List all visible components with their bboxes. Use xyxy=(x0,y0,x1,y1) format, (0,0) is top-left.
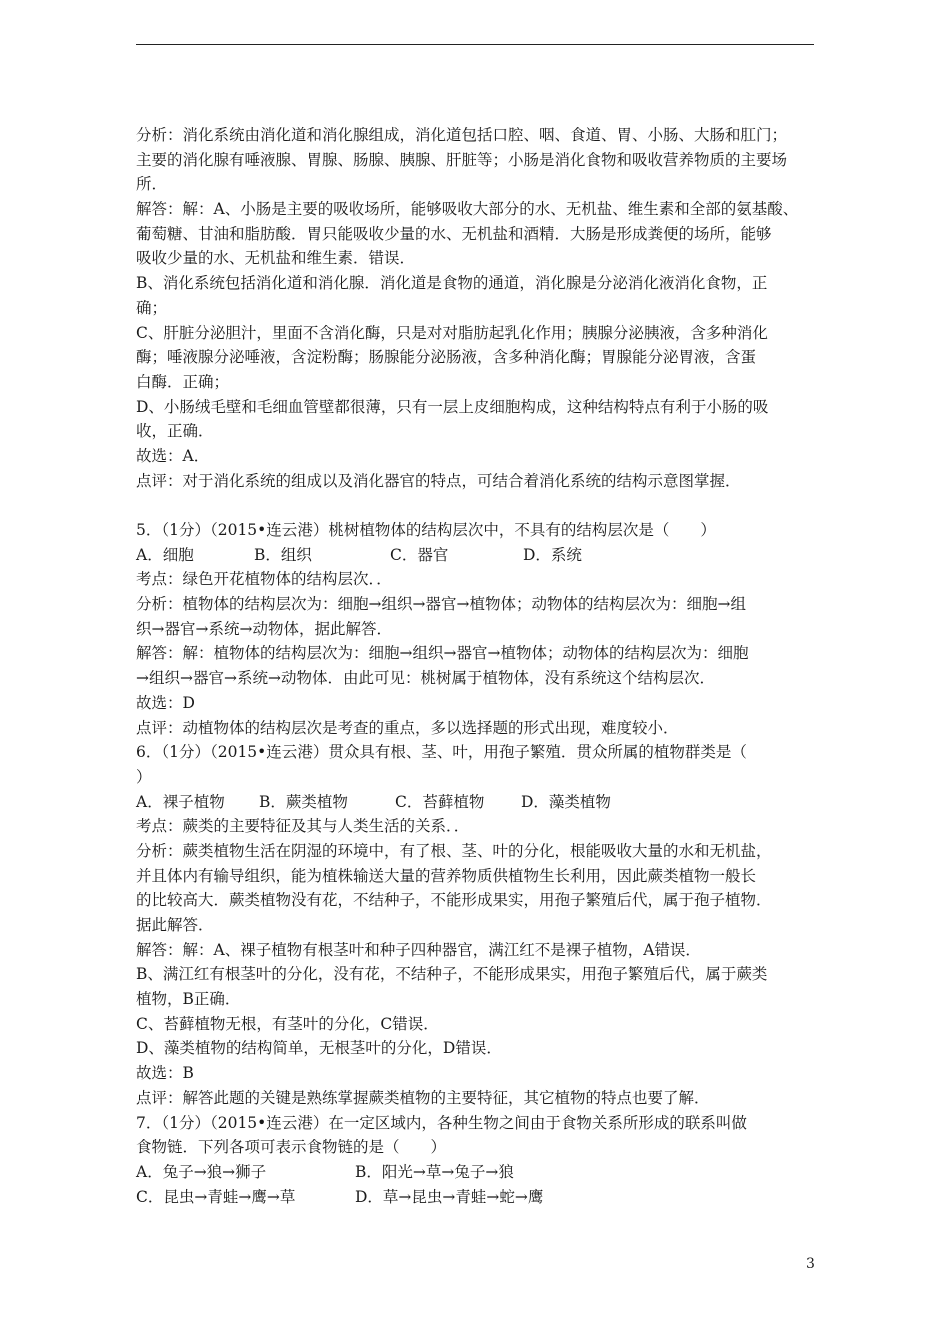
text-line: 解答：解：A、小肠是主要的吸收场所，能够吸收大部分的水、无机盐、维生素和全部的氨基酸、 xyxy=(136,200,799,219)
text-line: 考点：蕨类的主要特征及其与人类生活的关系．． xyxy=(136,817,470,836)
text-line: 解答：解：植物体的结构层次为：细胞→组织→器官→植物体；动物体的结构层次为：细胞 xyxy=(136,644,749,663)
text-line: 植物，B正确． xyxy=(136,990,241,1009)
answer-option: B．组织 xyxy=(254,545,312,564)
q6-options-row xyxy=(136,790,826,815)
q5-options-row xyxy=(136,543,826,568)
text-line: B、满江红有根茎叶的分化，没有花，不结种子，不能形成果实，用孢子繁殖后代，属于蕨类 xyxy=(136,965,768,984)
text-line: 故选：A． xyxy=(136,446,210,465)
text-line: C、肝脏分泌胆汁，里面不含消化酶，只是对对脂肪起乳化作用；胰腺分泌胰液，含多种消化 xyxy=(136,323,768,342)
header-rule xyxy=(136,44,814,45)
answer-option: B．阳光→草→兔子→狼 xyxy=(355,1162,514,1181)
text-line: ） xyxy=(136,767,152,786)
text-line: 并且体内有输导组织，能为植株输送大量的营养物质供植物生长利用，因此蕨类植物一般长 xyxy=(136,866,757,885)
answer-option: C．苔藓植物 xyxy=(395,792,485,811)
answer-option: A．裸子植物 xyxy=(136,792,225,811)
text-line: 分析：消化系统由消化道和消化腺组成，消化道包括口腔、咽、食道、胃、小肠、大肠和肛门； xyxy=(136,126,788,144)
text-line: 葡萄糖、甘油和脂肪酸．胃只能吸收少量的水、无机盐和酒精．大肠是形成粪便的场所，能够 xyxy=(136,224,772,243)
text-line: 解答：解：A、裸子植物有根茎叶和种子四种器官，满江红不是裸子植物，A错误． xyxy=(136,940,701,959)
text-line: 故选：D xyxy=(136,693,195,712)
text-line: 织→器官→系统→动物体，据此解答． xyxy=(136,619,392,638)
text-line: 白酶．正确； xyxy=(136,372,230,391)
answer-option: C．昆虫→青蛙→鹰→草 xyxy=(136,1187,296,1206)
text-line: 故选：B xyxy=(136,1064,194,1083)
text-line: 5．（1分）（2015•连云港）桃树植物体的结构层次中，不具有的结构层次是（ ） xyxy=(136,521,716,539)
blank-line xyxy=(136,493,826,518)
text-line: 分析：植物体的结构层次为：细胞→组织→器官→植物体；动物体的结构层次为：细胞→组 xyxy=(136,595,746,614)
text-line: 考点：绿色开花植物体的结构层次．． xyxy=(136,570,392,589)
text-line: 酶；唾液腺分泌唾液，含淀粉酶；肠腺能分泌肠液，含多种消化酶；胃腺能分泌胃液，含蛋 xyxy=(136,348,757,367)
document-body xyxy=(136,123,826,1209)
text-line: 所． xyxy=(136,175,168,194)
text-line: D、藻类植物的结构简单，无根茎叶的分化，D错误． xyxy=(136,1039,502,1058)
answer-option: B．蕨类植物 xyxy=(259,792,348,811)
answer-option: D．藻类植物 xyxy=(521,792,611,811)
text-line: →组织→器官→系统→动物体．由此可见：桃树属于植物体，没有系统这个结构层次． xyxy=(136,669,715,688)
text-line: 吸收少量的水、无机盐和维生素．错误． xyxy=(136,249,416,268)
text-line: 收，正确． xyxy=(136,422,214,441)
text-line: 点评：对于消化系统的组成以及消化器官的特点，可结合着消化系统的结构示意图掌握． xyxy=(136,471,741,490)
text-line: 食物链．下列各项可表示食物链的是（ ） xyxy=(136,1138,447,1157)
text-line: 据此解答． xyxy=(136,916,214,934)
answer-option: D．系统 xyxy=(523,545,582,564)
text-line: 分析：蕨类植物生活在阴湿的环境中，有了根、茎、叶的分化，根能吸收大量的水和无机盐， xyxy=(136,841,772,860)
text-line: B、消化系统包括消化道和消化腺．消化道是食物的通道，消化腺是分泌消化液消化食物，正 xyxy=(136,274,768,293)
text-line: 7．（1分）（2015•连云港）在一定区域内，各种生物之间由于食物关系所形成的联系叫做 xyxy=(136,1113,747,1132)
text-line: 主要的消化腺有唾液腺、胃腺、肠腺、胰腺、肝脏等；小肠是消化食物和吸收营养物质的主要场 xyxy=(136,150,788,169)
text-line: 确； xyxy=(136,298,168,317)
text-line: 点评：解答此题的关键是熟练掌握蕨类植物的主要特征，其它植物的特点也要了解． xyxy=(136,1088,710,1107)
q7-options-row xyxy=(136,1160,826,1185)
text-line: 点评：动植物体的结构层次是考查的重点，多以选择题的形式出现，难度较小． xyxy=(136,718,679,737)
text-line: 6．（1分）（2015•连云港）贯众具有根、茎、叶，用孢子繁殖．贯众所属的植物群类是（ xyxy=(136,743,747,762)
answer-option: A．兔子→狼→狮子 xyxy=(136,1162,267,1181)
q7-options-row xyxy=(136,1185,826,1210)
answer-option: C．器官 xyxy=(390,545,449,564)
text-line: 的比较高大．蕨类植物没有花，不结种子，不能形成果实，用孢子繁殖后代，属于孢子植物． xyxy=(136,891,772,910)
text-line: D、小肠绒毛壁和毛细血管壁都很薄，只有一层上皮细胞构成，这种结构特点有利于小肠的吸 xyxy=(136,397,769,416)
answer-option: D．草→昆虫→青蛙→蛇→鹰 xyxy=(355,1187,544,1206)
answer-option: A．细胞 xyxy=(136,545,194,564)
text-line: C、苔藓植物无根，有茎叶的分化，C错误． xyxy=(136,1014,439,1033)
page-number: 3 xyxy=(806,1256,815,1272)
